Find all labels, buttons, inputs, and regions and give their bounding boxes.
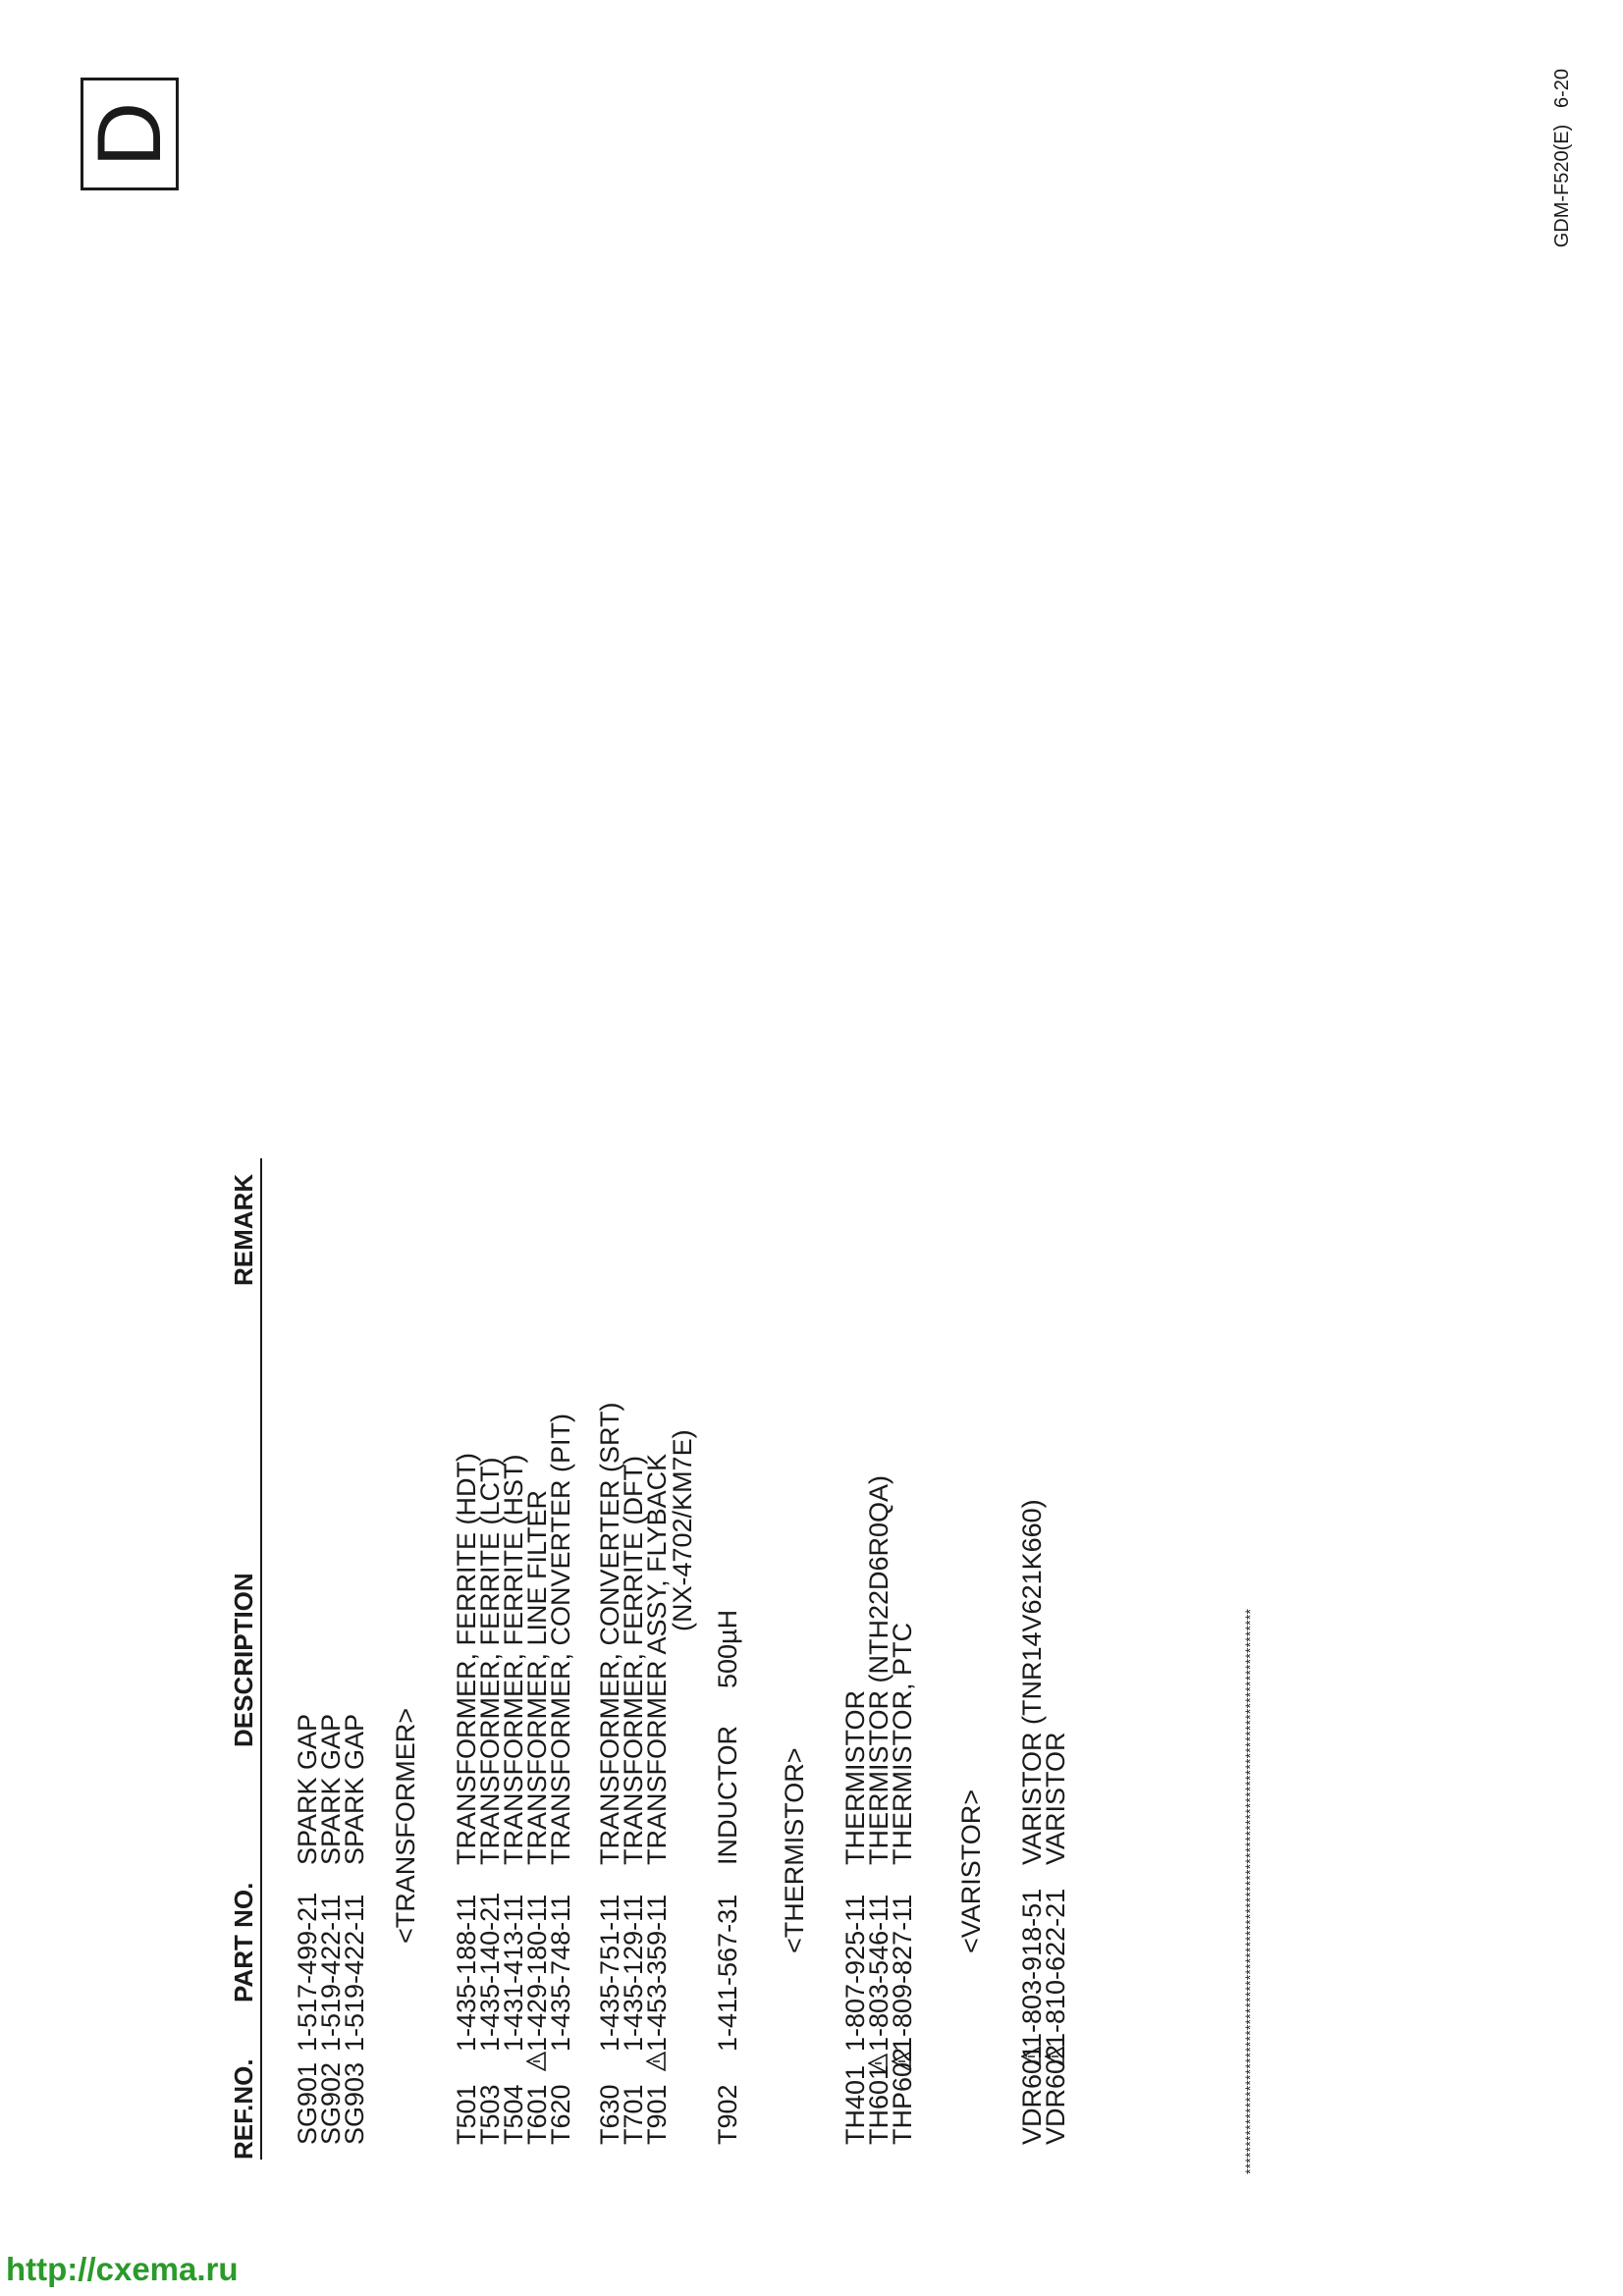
part-th401: 1-807-925-11 bbox=[840, 1894, 870, 2052]
desc-t501: TRANSFORMER, FERRITE (HDT) bbox=[452, 1453, 481, 1865]
part-vdr601: 1-803-918-51 bbox=[1017, 1888, 1047, 2048]
ref-t902: T902 bbox=[713, 2084, 742, 2145]
desc-t601: TRANSFORMER, LINE FILTER bbox=[522, 1489, 552, 1865]
ref-t901: T901 bbox=[642, 2084, 672, 2145]
page-footer bbox=[1532, 69, 1571, 314]
ref-t620: T620 bbox=[546, 2084, 575, 2145]
desc-t701: TRANSFORMER, FERRITE (DFT) bbox=[619, 1456, 648, 1865]
section-badge bbox=[81, 78, 179, 190]
desc-sg903: SPARK GAP bbox=[340, 1713, 369, 1865]
part-th601: 1-803-546-11 bbox=[864, 1894, 893, 2052]
header-part: PART NO. bbox=[229, 1882, 258, 2002]
value-t902: 500µH bbox=[713, 1609, 742, 1688]
ref-vdr602: VDR602 bbox=[1041, 2044, 1070, 2145]
ref-t503: T503 bbox=[475, 2084, 505, 2145]
section-thermistor: <THERMISTOR> bbox=[780, 1747, 809, 1953]
footer-text bbox=[1551, 69, 1574, 314]
desc-vdr601: VARISTOR (TNR14V621K660) bbox=[1017, 1499, 1047, 1865]
desc-sg901: SPARK GAP bbox=[293, 1713, 322, 1865]
watermark-url[interactable]: http://cxema.ru bbox=[6, 2251, 239, 2287]
ref-t601: T601 bbox=[522, 2084, 552, 2145]
ref-t504: T504 bbox=[499, 2084, 528, 2145]
ref-t701: T701 bbox=[619, 2084, 648, 2145]
desc-t901: TRANSFORMER ASSY, FLYBACK bbox=[642, 1453, 672, 1865]
desc-vdr602: VARISTOR bbox=[1041, 1732, 1070, 1865]
part-t601: 1-429-180-11 bbox=[522, 1894, 552, 2052]
ref-sg901: SG901 bbox=[293, 2061, 322, 2145]
desc-t902: INDUCTOR bbox=[713, 1725, 742, 1865]
page-number: 6-20 bbox=[1551, 69, 1573, 109]
desc-thp602: THERMISTOR, PTC bbox=[888, 1622, 917, 1865]
header-rule bbox=[260, 1158, 262, 2160]
desc-t620: TRANSFORMER, CONVERTER (PIT) bbox=[546, 1413, 575, 1865]
part-t620: 1-435-748-11 bbox=[546, 1894, 575, 2052]
parts-list bbox=[196, 1080, 1473, 2174]
part-t901: 1-453-359-11 bbox=[642, 1894, 672, 2052]
part-sg903: 1-519-422-11 bbox=[340, 1894, 369, 2052]
desc-th601: THERMISTOR (NTH22D6R0QA) bbox=[864, 1474, 893, 1865]
part-t902: 1-411-567-31 bbox=[713, 1894, 742, 2052]
desc-t630: TRANSFORMER, CONVERTER (SRT) bbox=[595, 1402, 624, 1865]
section-letter: D bbox=[80, 101, 180, 167]
header-desc: DESCRIPTION bbox=[229, 1573, 258, 1747]
header-ref: REF.NO. bbox=[229, 2058, 258, 2160]
ref-th401: TH401 bbox=[840, 2064, 870, 2145]
part-vdr602: 1-810-622-21 bbox=[1041, 1888, 1070, 2048]
desc-sg902: SPARK GAP bbox=[316, 1713, 346, 1865]
end-of-list-stars: ****************************************************************************************************** bbox=[1242, 1608, 1258, 2174]
ref-t501: T501 bbox=[452, 2084, 481, 2145]
part-t501: 1-435-188-11 bbox=[452, 1894, 481, 2052]
ref-sg903: SG903 bbox=[340, 2061, 369, 2145]
ref-sg902: SG902 bbox=[316, 2061, 346, 2145]
ref-t630: T630 bbox=[595, 2084, 624, 2145]
ref-vdr601: VDR601 bbox=[1017, 2044, 1047, 2145]
desc-th401: THERMISTOR bbox=[840, 1689, 870, 1865]
desc-t504: TRANSFORMER, FERRITE (HST) bbox=[499, 1454, 528, 1865]
part-thp602: 1-809-827-11 bbox=[888, 1894, 917, 2052]
part-t504: 1-431-413-11 bbox=[499, 1894, 528, 2052]
model-number: GDM-F520(E) bbox=[1551, 124, 1573, 248]
section-transformer: <TRANSFORMER> bbox=[391, 1707, 420, 1944]
desc-t901-note: (NX-4702/KM7E) bbox=[668, 1429, 697, 1631]
desc-t503: TRANSFORMER, FERRITE (LCT) bbox=[475, 1457, 505, 1865]
part-sg902: 1-519-422-11 bbox=[316, 1894, 346, 2052]
part-sg901: 1-517-499-21 bbox=[293, 1892, 322, 2052]
part-t630: 1-435-751-11 bbox=[595, 1894, 624, 2052]
ref-th601: TH601 bbox=[864, 2064, 893, 2145]
part-t503: 1-435-140-21 bbox=[475, 1892, 505, 2052]
section-varistor: <VARISTOR> bbox=[956, 1789, 986, 1953]
header-remark: REMARK bbox=[229, 1173, 258, 1286]
ref-thp602: THP602 bbox=[888, 2047, 917, 2145]
part-t701: 1-435-129-11 bbox=[619, 1894, 648, 2052]
